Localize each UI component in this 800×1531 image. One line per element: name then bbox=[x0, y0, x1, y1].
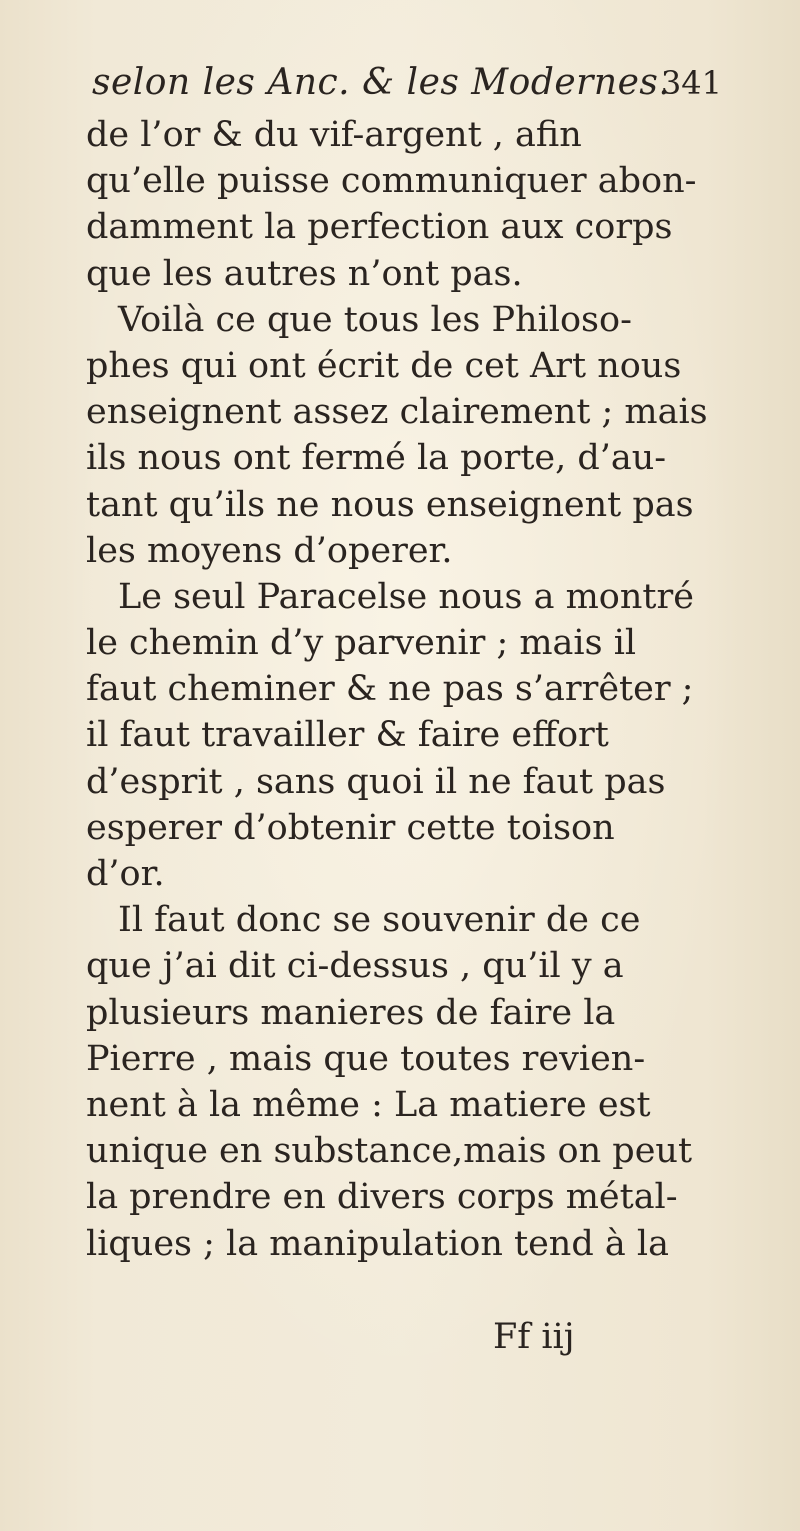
text-line: de l’or & du vif-argent , afin bbox=[86, 115, 582, 155]
text-line: phes qui ont écrit de cet Art nous bbox=[86, 345, 682, 386]
paragraph-start-line: Le seul Paracelse nous a montré bbox=[118, 576, 694, 617]
text-line: esperer d’obtenir cette toison bbox=[86, 807, 615, 848]
page-header bbox=[82, 62, 722, 110]
text-line: faut cheminer & ne pas s’arrêter ; bbox=[86, 669, 694, 710]
body-text bbox=[86, 112, 726, 1267]
paragraph-start-line: Voilà ce que tous les Philoso- bbox=[118, 299, 632, 340]
text-line: damment la perfection aux corps bbox=[86, 207, 673, 248]
text-line: les moyens d’operer. bbox=[86, 530, 453, 571]
signature-mark: Ff iij bbox=[493, 1317, 575, 1357]
text-line: d’esprit , sans quoi il ne faut pas bbox=[86, 761, 666, 802]
text-line: il faut travailler & faire effort bbox=[86, 715, 609, 756]
running-head: selon les Anc. & les Modernes. bbox=[92, 62, 671, 103]
text-line: que j’ai dit ci-dessus , qu’il y a bbox=[86, 946, 624, 987]
text-line: tant qu’ils ne nous enseignent pas bbox=[86, 484, 694, 525]
text-line: Pierre , mais que toutes revien- bbox=[86, 1038, 646, 1079]
page-number: 341 bbox=[660, 64, 722, 102]
text-line: d’or. bbox=[86, 854, 165, 894]
text-line: liques ; la manipulation tend à la bbox=[86, 1223, 669, 1264]
text-line: plusieurs manieres de faire la bbox=[86, 992, 616, 1033]
text-line: la prendre en divers corps métal- bbox=[86, 1177, 678, 1218]
text-line: ils nous ont fermé la porte, d’au- bbox=[86, 438, 667, 479]
text-line: le chemin d’y parvenir ; mais il bbox=[86, 623, 637, 664]
text-line: qu’elle puisse communiquer abon- bbox=[86, 161, 697, 202]
text-line: enseignent assez clairement ; mais bbox=[86, 392, 708, 433]
text-line: que les autres n’ont pas. bbox=[86, 253, 523, 294]
paragraph-start-line: Il faut donc se souvenir de ce bbox=[118, 900, 641, 941]
text-line: nent à la même : La matiere est bbox=[86, 1084, 651, 1125]
text-line: unique en substance,mais on peut bbox=[86, 1131, 693, 1172]
